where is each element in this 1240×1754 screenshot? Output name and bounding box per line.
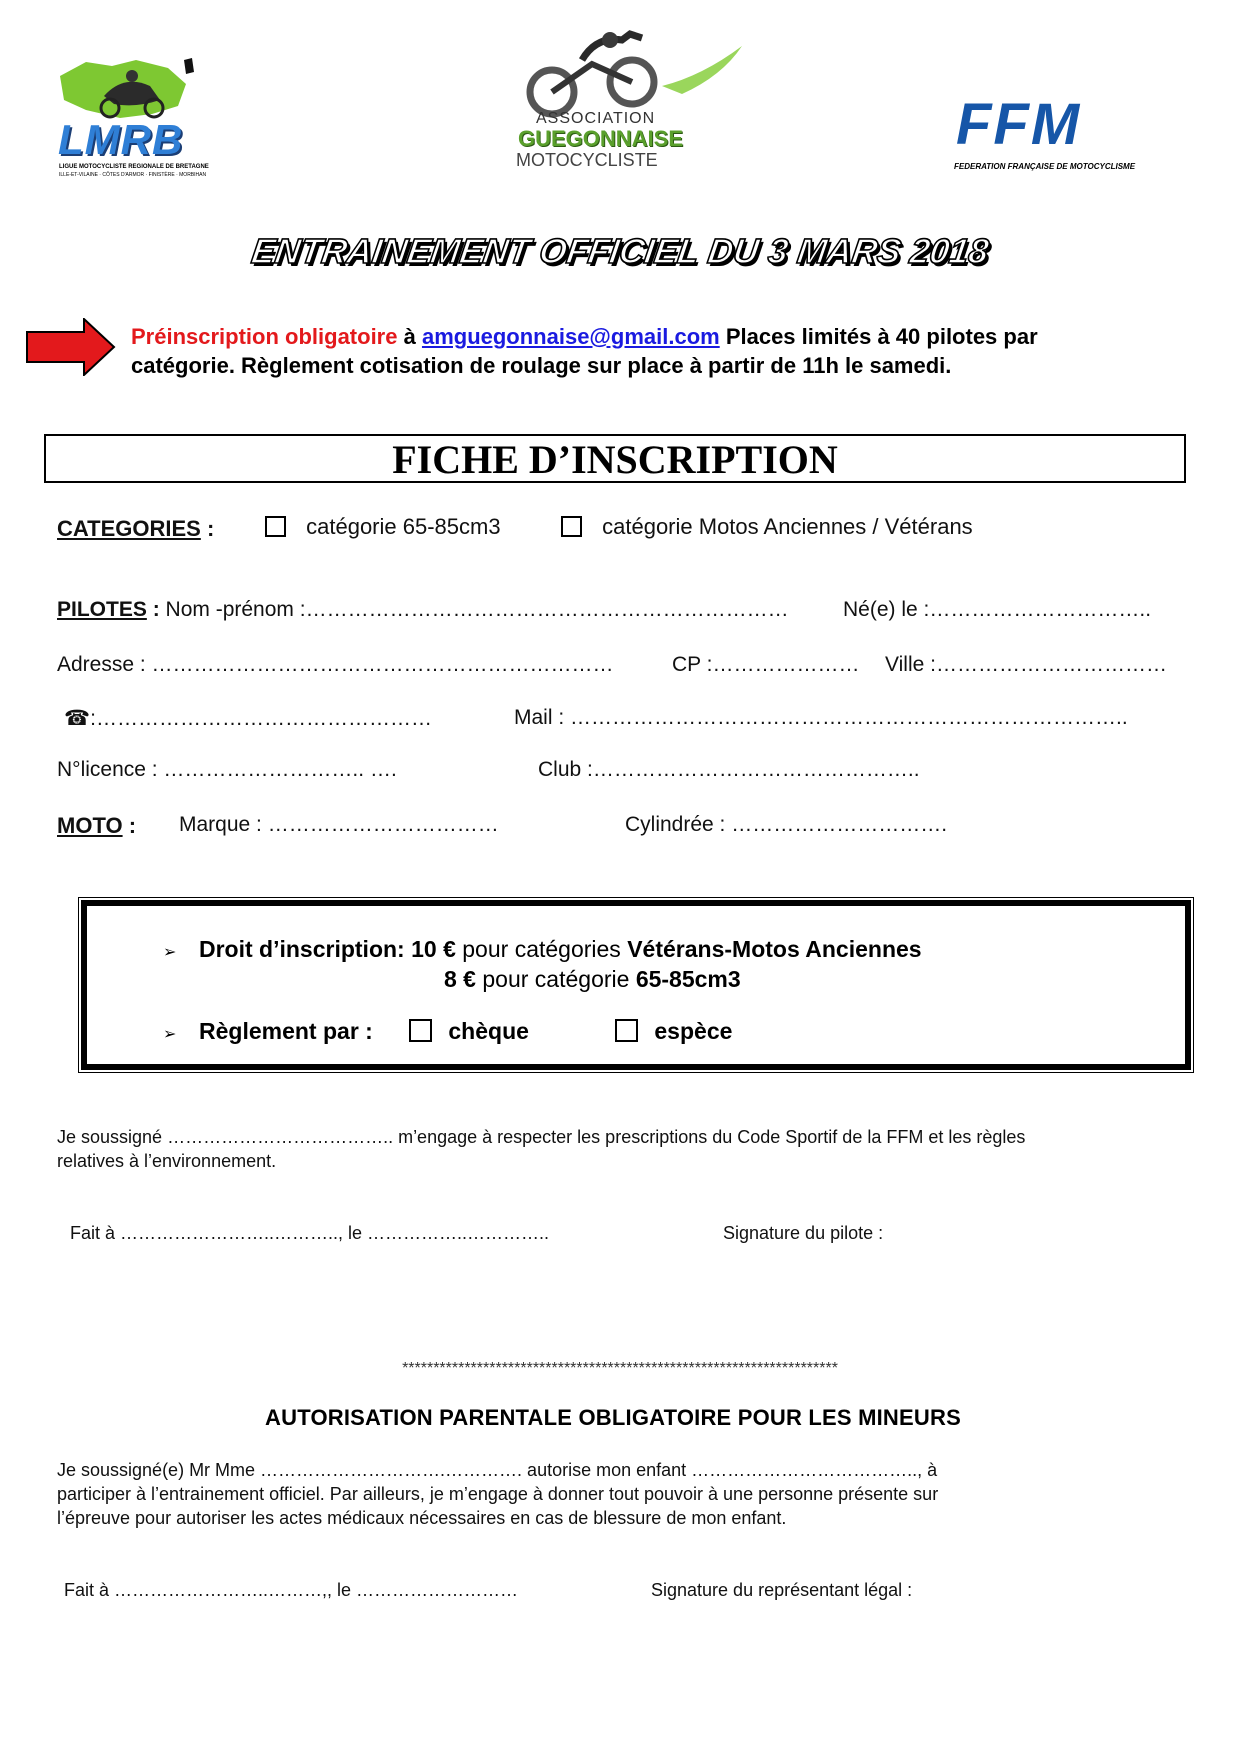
mail-field[interactable]: Mail : …………………………………………………………………….. — [514, 706, 1128, 729]
phone-row[interactable] — [64, 706, 432, 731]
pilot-place-date-field[interactable]: Fait à ……………………..……….., le ……………..………….. — [70, 1223, 550, 1243]
bullet-arrow-icon: ➢ — [163, 1026, 177, 1043]
payment-cash-option[interactable]: espèce — [615, 1018, 732, 1045]
brand-field[interactable]: Marque : …………………………… — [179, 813, 499, 836]
payment-cheque-option[interactable]: chèque — [409, 1018, 529, 1045]
parental-title: AUTORISATION PARENTALE OBLIGATOIRE POUR LES MINEURS — [265, 1405, 961, 1430]
licence-field[interactable]: N°licence : ……………………….. …. — [57, 758, 397, 781]
cash-checkbox[interactable] — [615, 1019, 638, 1042]
association-word: ASSOCIATION — [536, 110, 656, 127]
category-veterans-checkbox[interactable] — [561, 516, 582, 537]
lmrb-subtitle: LIGUE MOTOCYCLISTE REGIONALE DE BRETAGNE — [59, 164, 209, 170]
separator-stars: ********************************************************************** — [402, 1360, 838, 1377]
engagement-line1: Je soussigné ……………………………….. m’engage à respecter les prescriptions du Code Sportif de la FFM et les règles — [57, 1127, 1026, 1147]
phone-icon: ☎ — [64, 707, 91, 730]
bullet-arrow-icon: ➢ — [163, 944, 177, 961]
red-arrow-icon — [26, 318, 116, 376]
notice-line2: catégorie. Règlement cotisation de roulage sur place à partir de 11h le samedi. — [131, 353, 952, 378]
parental-line2: participer à l’entrainement officiel. Par ailleurs, je m’engage à donner tout pouvoir à une personne présente sur — [57, 1484, 939, 1504]
displacement-field[interactable]: Cylindrée : …………………………. — [625, 813, 948, 836]
notice-mandatory: Préinscription obligatoire — [131, 324, 398, 349]
moto-row: MOTO : — [57, 813, 137, 838]
engagement-line2: relatives à l’environnement. — [57, 1151, 277, 1171]
pilote-name-row: PILOTES : Nom -prénom :…………………………………………………………… — [57, 598, 789, 621]
contact-email-link[interactable]: amguegonnaise@gmail.com — [421, 324, 720, 349]
parent-place-date-field[interactable]: Fait à ……………………..………,, le ……………………… — [64, 1580, 519, 1600]
event-title: ENTRAINEMENT OFFICIEL DU 3 MARS 2018 — [249, 232, 992, 271]
ffm-subtitle: FEDERATION FRANÇAISE DE MOTOCYCLISME — [954, 162, 1136, 171]
association-type: MOTOCYCLISTE — [516, 150, 658, 170]
address-field[interactable]: Adresse : ………………………………………………………… — [57, 653, 614, 676]
preregistration-notice: Préinscription obligatoire à amguegonnaise@gmail.com Places limités à 40 pilotes par catégorie. Règlement cotisation de roulage sur place à partir de 11h le samedi. — [131, 322, 1191, 380]
engagement-statement — [57, 1125, 1207, 1173]
ffm-logo — [952, 92, 1152, 174]
association-logo — [512, 30, 752, 180]
category-65-85-label: catégorie 65-85cm3 — [306, 514, 501, 539]
city-field[interactable]: Ville :…………………………… — [885, 653, 1167, 676]
lmrb-logo — [56, 56, 209, 182]
cheque-checkbox[interactable] — [409, 1019, 432, 1042]
category-option-65-85[interactable] — [265, 514, 501, 540]
parental-line3: l’épreuve pour autoriser les actes médicaux nécessaires en cas de blessure de mon enfant. — [57, 1508, 787, 1528]
registration-fee-line2: 8 € pour catégorie 65-85cm3 — [444, 966, 741, 992]
pilotes-label: PILOTES — [57, 598, 147, 621]
moto-label: MOTO — [57, 813, 123, 838]
parent-signature-label: Signature du représentant légal : — [651, 1580, 913, 1600]
pilot-signature-label: Signature du pilote : — [723, 1223, 884, 1243]
parental-statement — [57, 1458, 1207, 1530]
category-veterans-label: catégorie Motos Anciennes / Vétérans — [602, 514, 973, 539]
birthdate-field[interactable]: Né(e) le :………………………….. — [843, 598, 1152, 621]
club-field[interactable]: Club :……………………………………….. — [538, 758, 920, 781]
phone-field[interactable]: :………………………………………… — [90, 707, 433, 730]
payment-method-label: Règlement par : — [199, 1018, 373, 1044]
registration-fee-line1: Droit d’inscription: 10 € pour catégories Vétérans-Motos Anciennes — [199, 936, 922, 962]
category-65-85-checkbox[interactable] — [265, 516, 286, 537]
categories-row: CATEGORIES : — [57, 516, 215, 541]
parental-line1: Je soussigné(e) Mr Mme ………………………….…………. autorise mon enfant ……………………………….., à — [57, 1460, 938, 1480]
category-option-veterans[interactable] — [561, 514, 973, 540]
categories-label: CATEGORIES — [57, 516, 201, 541]
ffm-name: FFM — [956, 92, 1082, 157]
postcode-field[interactable]: CP :………………… — [672, 653, 860, 676]
payment-box — [81, 900, 1191, 1070]
form-title: FICHE D’INSCRIPTION — [44, 434, 1186, 483]
lmrb-name: LMRB — [58, 116, 184, 163]
pilote-name-field[interactable]: Nom -prénom :…………………………………………………………… — [165, 598, 789, 621]
association-name: GUEGONNAISE — [518, 126, 684, 151]
lmrb-departments: ILLE-ET-VILAINE · CÔTES D'ARMOR · FINISTÈRE · MORBIHAN — [59, 172, 207, 178]
